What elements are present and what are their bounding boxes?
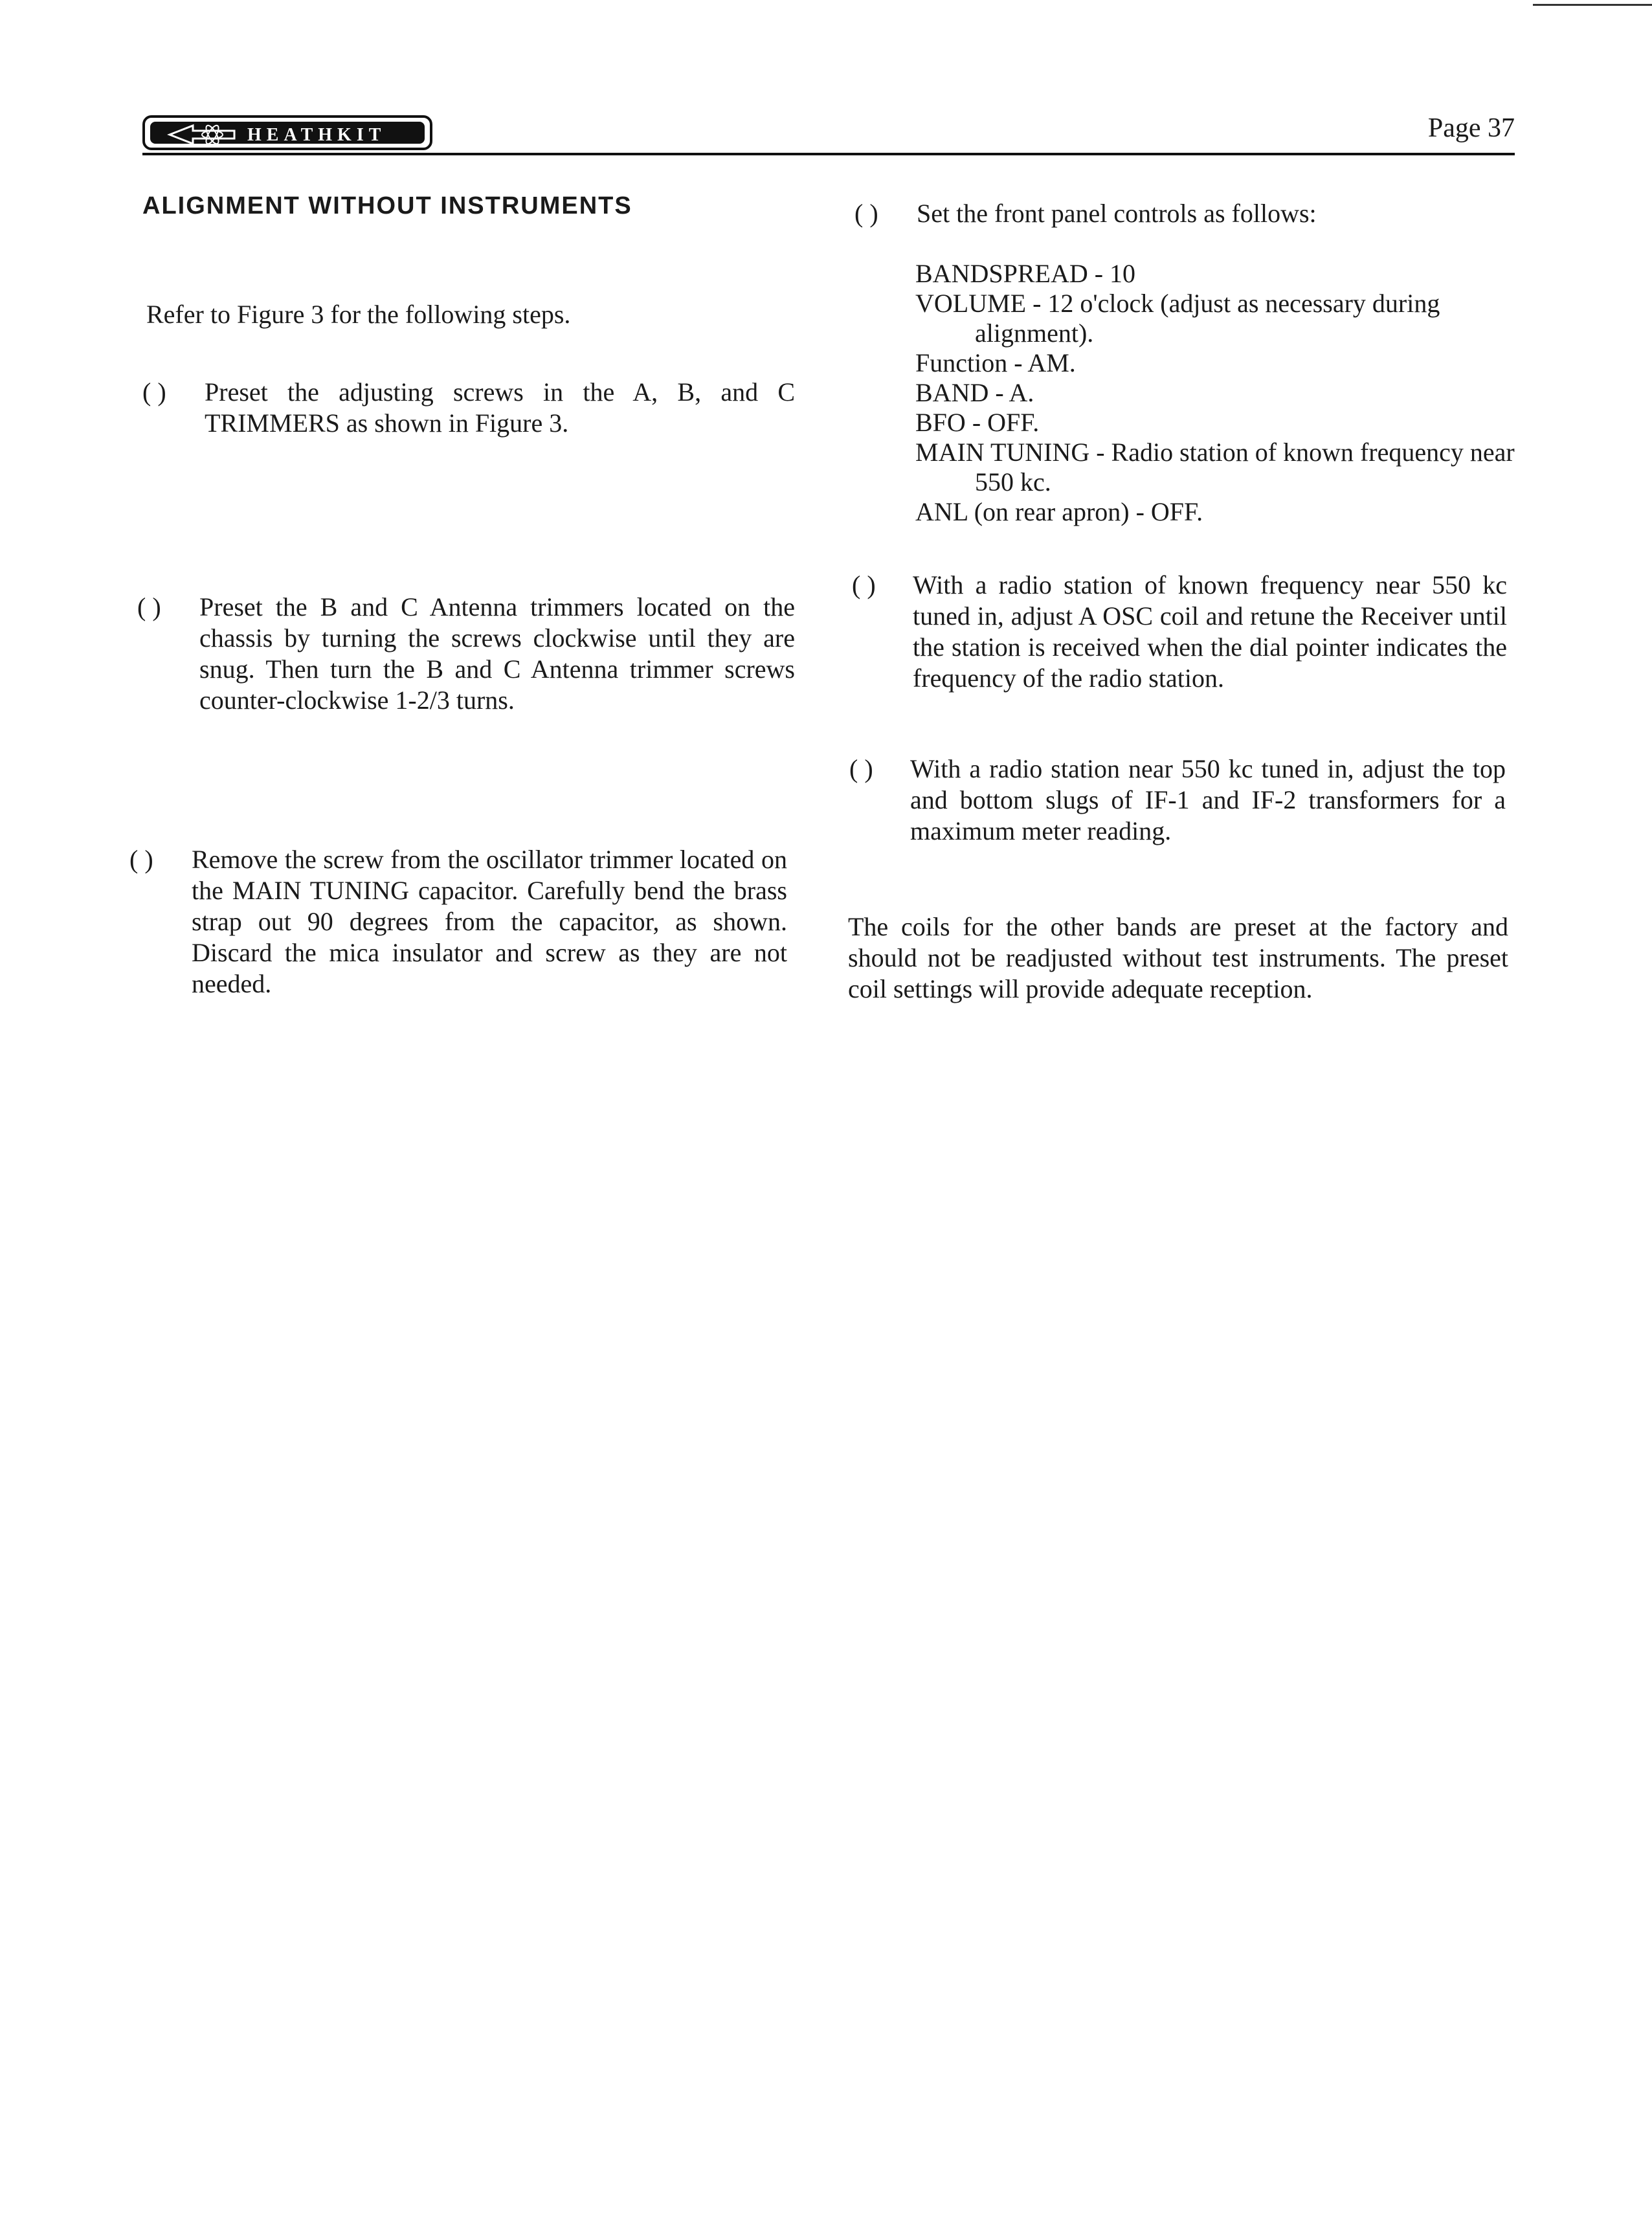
controls-list (915, 259, 1517, 527)
top-edge-line (1533, 4, 1652, 6)
step-checkbox[interactable]: ( ) (852, 570, 876, 599)
section-heading: ALIGNMENT WITHOUT INSTRUMENTS (142, 192, 632, 219)
control-setting: MAIN TUNING - Radio station of known frequency near 550 kc. (915, 438, 1515, 497)
step-checkbox[interactable]: ( ) (137, 592, 161, 621)
closing-paragraph: The coils for the other bands are preset at the factory and should not be readjusted without test instruments. The preset coil settings will provide adequate reception. (848, 912, 1508, 1003)
control-setting: BANDSPREAD - 10 (915, 259, 1136, 288)
page-number: Page 37 (1427, 113, 1515, 143)
heathkit-logo (142, 115, 432, 150)
step-checkbox[interactable]: ( ) (129, 845, 153, 874)
control-setting: BFO - OFF. (915, 408, 1040, 437)
header-rule (142, 153, 1515, 155)
control-setting: BAND - A. (915, 378, 1034, 407)
step-text: Preset the adjusting screws in the A, B, and C TRIMMERS as shown in Figure 3. (205, 377, 795, 438)
step-text: Remove the screw from the oscillator trimmer located on the MAIN TUNING capacitor. Carefully bend the brass strap out 90 degrees from the capacitor, as shown. Discard the mica insulator and screw as they are not needed. (192, 845, 787, 998)
control-setting: ANL (on rear apron) - OFF. (915, 497, 1203, 526)
control-setting: Function - AM. (915, 348, 1076, 377)
control-setting: VOLUME - 12 o'clock (adjust as necessary during alignment). (915, 289, 1440, 348)
step-text: With a radio station near 550 kc tuned in, adjust the top and bottom slugs of IF-1 and IF-2 transformers for a maximum meter reading. (910, 754, 1506, 845)
step-text: Set the front panel controls as follows: (917, 199, 1317, 228)
step-checkbox[interactable]: ( ) (142, 377, 166, 407)
step-text: With a radio station of known frequency near 550 kc tuned in, adjust A OSC coil and retune the Receiver until the station is received when the dial pointer indicates the frequency of the radio station. (913, 570, 1507, 693)
logo-text: HEATHKIT (247, 125, 386, 145)
step-checkbox[interactable]: ( ) (849, 754, 873, 783)
intro-paragraph: Refer to Figure 3 for the following steps. (146, 300, 571, 329)
step-text: Preset the B and C Antenna trimmers located on the chassis by turning the screws clockwise until they are snug. Then turn the B and C Antenna trimmer screws counter-clockwise 1-2/3 turns. (199, 592, 795, 715)
atom-logo-icon (167, 123, 238, 146)
step-checkbox[interactable]: ( ) (854, 199, 878, 228)
